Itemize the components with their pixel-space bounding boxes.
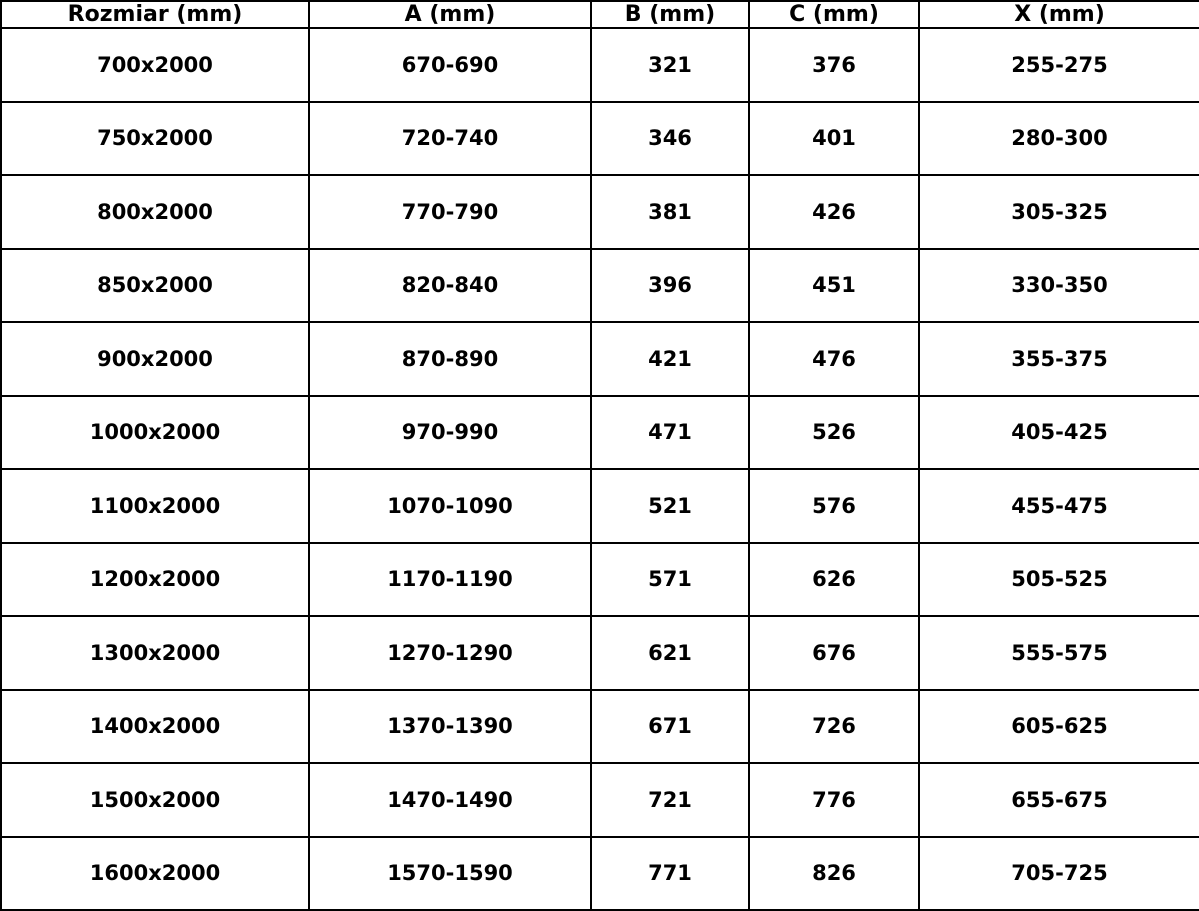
cell-a: 670-690 (309, 28, 591, 102)
cell-a: 770-790 (309, 175, 591, 249)
cell-rozmiar: 700x2000 (1, 28, 309, 102)
cell-b: 521 (591, 469, 749, 543)
cell-rozmiar: 1500x2000 (1, 763, 309, 837)
cell-b: 471 (591, 396, 749, 470)
cell-a: 970-990 (309, 396, 591, 470)
table-header-row (1, 1, 1199, 28)
cell-a: 820-840 (309, 249, 591, 323)
cell-x: 255-275 (919, 28, 1199, 102)
cell-c: 526 (749, 396, 919, 470)
cell-b: 346 (591, 102, 749, 176)
cell-rozmiar: 850x2000 (1, 249, 309, 323)
table-row (1, 396, 1199, 470)
cell-c: 376 (749, 28, 919, 102)
cell-x: 505-525 (919, 543, 1199, 617)
column-header-a: A (mm) (309, 1, 591, 28)
cell-rozmiar: 1000x2000 (1, 396, 309, 470)
cell-rozmiar: 1100x2000 (1, 469, 309, 543)
cell-c: 676 (749, 616, 919, 690)
table-row (1, 322, 1199, 396)
cell-x: 705-725 (919, 837, 1199, 911)
table-row (1, 28, 1199, 102)
table-row (1, 102, 1199, 176)
table-row (1, 763, 1199, 837)
column-header-c: C (mm) (749, 1, 919, 28)
cell-a: 1470-1490 (309, 763, 591, 837)
cell-rozmiar: 1200x2000 (1, 543, 309, 617)
column-header-x: X (mm) (919, 1, 1199, 28)
cell-x: 280-300 (919, 102, 1199, 176)
cell-c: 401 (749, 102, 919, 176)
cell-a: 720-740 (309, 102, 591, 176)
cell-b: 381 (591, 175, 749, 249)
column-header-rozmiar: Rozmiar (mm) (1, 1, 309, 28)
cell-rozmiar: 1600x2000 (1, 837, 309, 911)
table-row (1, 837, 1199, 911)
cell-x: 330-350 (919, 249, 1199, 323)
cell-a: 1570-1590 (309, 837, 591, 911)
cell-x: 305-325 (919, 175, 1199, 249)
cell-rozmiar: 900x2000 (1, 322, 309, 396)
cell-x: 655-675 (919, 763, 1199, 837)
cell-c: 576 (749, 469, 919, 543)
cell-b: 721 (591, 763, 749, 837)
table-row (1, 469, 1199, 543)
cell-x: 605-625 (919, 690, 1199, 764)
cell-x: 405-425 (919, 396, 1199, 470)
cell-rozmiar: 1400x2000 (1, 690, 309, 764)
table-row (1, 616, 1199, 690)
table-row (1, 175, 1199, 249)
table-body (1, 28, 1199, 910)
cell-x: 355-375 (919, 322, 1199, 396)
cell-c: 776 (749, 763, 919, 837)
table-row (1, 249, 1199, 323)
cell-c: 826 (749, 837, 919, 911)
cell-c: 726 (749, 690, 919, 764)
cell-b: 771 (591, 837, 749, 911)
cell-b: 621 (591, 616, 749, 690)
cell-a: 1170-1190 (309, 543, 591, 617)
cell-rozmiar: 750x2000 (1, 102, 309, 176)
table-row (1, 543, 1199, 617)
cell-x: 555-575 (919, 616, 1199, 690)
cell-rozmiar: 1300x2000 (1, 616, 309, 690)
cell-a: 870-890 (309, 322, 591, 396)
cell-b: 396 (591, 249, 749, 323)
cell-x: 455-475 (919, 469, 1199, 543)
cell-b: 571 (591, 543, 749, 617)
table-header (1, 1, 1199, 28)
cell-b: 321 (591, 28, 749, 102)
cell-a: 1070-1090 (309, 469, 591, 543)
cell-c: 426 (749, 175, 919, 249)
cell-a: 1270-1290 (309, 616, 591, 690)
cell-a: 1370-1390 (309, 690, 591, 764)
column-header-b: B (mm) (591, 1, 749, 28)
cell-b: 421 (591, 322, 749, 396)
cell-c: 451 (749, 249, 919, 323)
table-row (1, 690, 1199, 764)
cell-rozmiar: 800x2000 (1, 175, 309, 249)
cell-c: 476 (749, 322, 919, 396)
cell-c: 626 (749, 543, 919, 617)
cell-b: 671 (591, 690, 749, 764)
